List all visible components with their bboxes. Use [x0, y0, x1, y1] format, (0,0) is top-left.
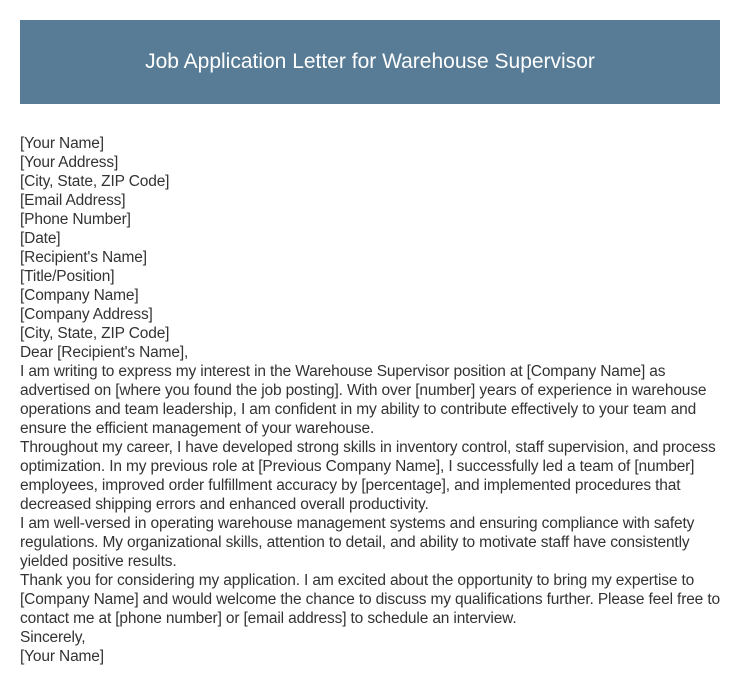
signature: [Your Name]: [20, 648, 104, 665]
paragraph: Throughout my career, I have developed strong skills in inventory control, staff supervision, and process optimization. In my previous role at [Previous Company Name], I successfully led a team of [number] employees, improved order fulfillment accuracy by [percentage], and implemented procedures that decreased shipping errors and enhanced overall productivity.: [20, 439, 716, 513]
sender-city: [City, State, ZIP Code]: [20, 173, 170, 190]
recipient-city: [City, State, ZIP Code]: [20, 325, 170, 342]
page-title: Job Application Letter for Warehouse Supervisor: [145, 50, 595, 73]
salutation: Dear [Recipient's Name],: [20, 344, 189, 361]
letter-body: [20, 134, 725, 666]
closing: Sincerely,: [20, 629, 86, 646]
paragraph: Thank you for considering my application. I am excited about the opportunity to bring my expertise to [Company Name] and would welcome the chance to discuss my qualifications further. Please feel free to contact me at [phone number] or [email address] to schedule an interview.: [20, 572, 720, 627]
recipient-company: [Company Name]: [20, 287, 139, 304]
page-header: [20, 20, 720, 104]
sender-phone: [Phone Number]: [20, 211, 131, 228]
recipient-address: [Company Address]: [20, 306, 153, 323]
sender-name: [Your Name]: [20, 135, 104, 152]
sender-address: [Your Address]: [20, 154, 119, 171]
recipient-title: [Title/Position]: [20, 268, 115, 285]
paragraph: I am writing to express my interest in the Warehouse Supervisor position at [Company Name] as advertised on [where you found the job posting]. With over [number] years of experience in warehouse operations and team leadership, I am confident in my ability to contribute effectively to your team and ensure the efficient management of your warehouse.: [20, 363, 707, 437]
paragraph: I am well-versed in operating warehouse management systems and ensuring compliance with safety regulations. My organizational skills, attention to detail, and ability to motivate staff have consistently yielded positive results.: [20, 515, 695, 570]
recipient-name: [Recipient's Name]: [20, 249, 147, 266]
letter-date: [Date]: [20, 230, 61, 247]
sender-email: [Email Address]: [20, 192, 126, 209]
